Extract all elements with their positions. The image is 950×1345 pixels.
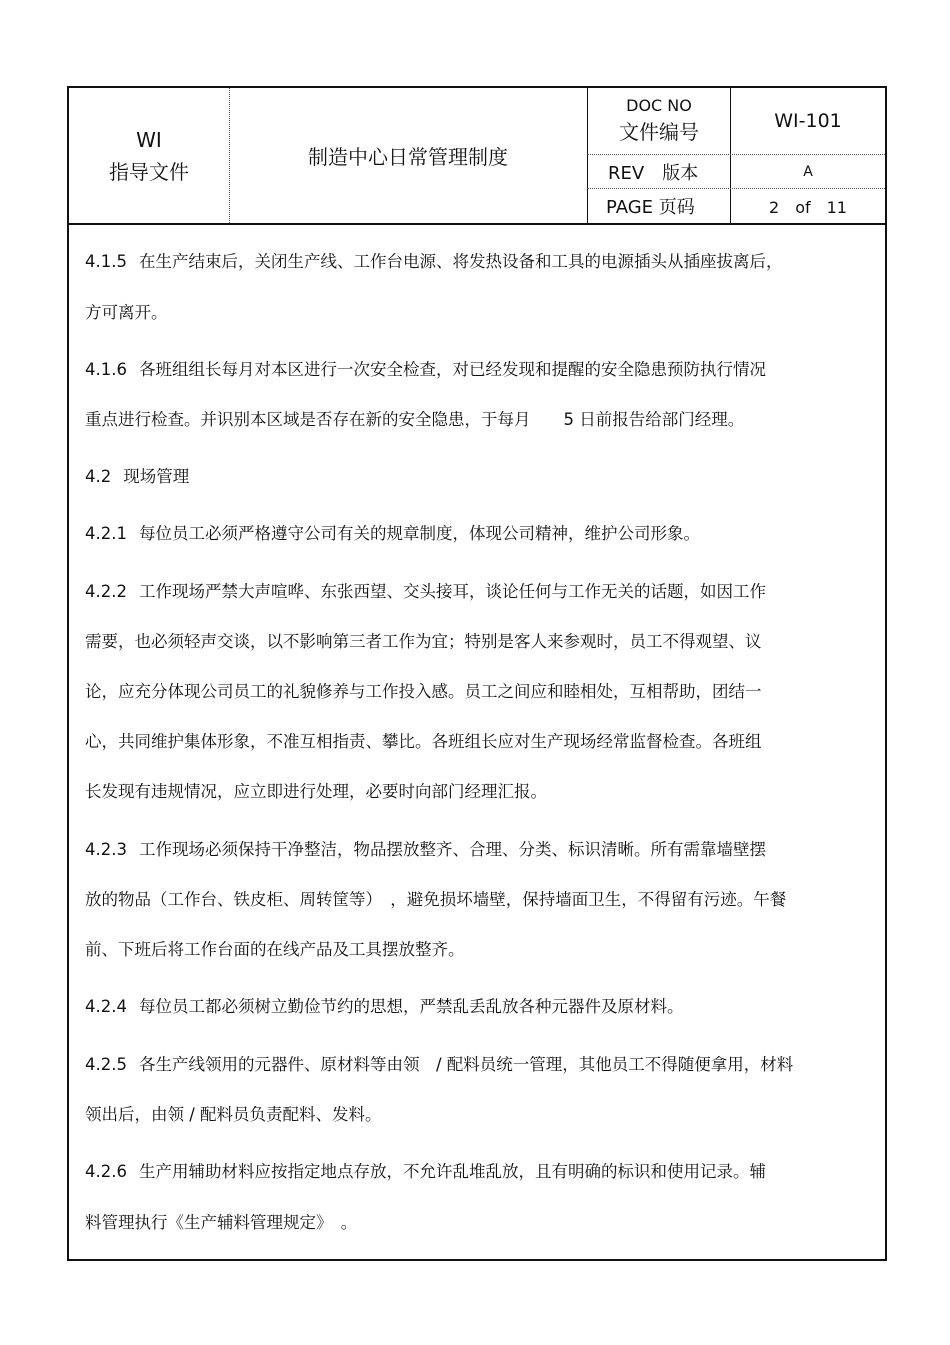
document-header	[69, 88, 885, 225]
text-line: 4.2.3 工作现场必须保持干净整洁，物品摆放整齐、合理、分类、标识清晰。所有需靠墙壁摆	[85, 840, 766, 859]
text-line: 心，共同维护集体形象，不准互相指责、攀比。各班组长应对生产现场经常监督检查。各班组	[85, 732, 762, 751]
text-line: 4.2.4 每位员工都必须树立勤俭节约的思想，严禁乱丢乱放各种元器件及原材料。	[85, 997, 684, 1016]
text-line: 重点进行检查。并识别本区域是否存在新的安全隐患，于每月 5 日前报告给部门经理。	[85, 410, 745, 429]
rev-label: REV 版本	[608, 162, 699, 184]
page-label: PAGE 页码	[606, 197, 695, 218]
text-line: 4.2.2 工作现场严禁大声喧哗、东张西望、交头接耳，谈论任何与工作无关的话题，如因工作	[85, 582, 766, 601]
text-line: 方可离开。	[85, 303, 168, 322]
text-line: 4.2.1 每位员工必须严格遵守公司有关的规章制度，体现公司精神，维护公司形象。	[85, 524, 700, 543]
text-line: 4.1.6 各班组组长每月对本区进行一次安全检查，对已经发现和提醒的安全隐患预防执行情况	[85, 360, 766, 379]
text-line: 论，应充分体现公司员工的礼貌修养与工作投入感。员工之间应和睦相处，互相帮助，团结一	[85, 682, 762, 701]
document-title: 制造中心日常管理制度	[308, 145, 508, 169]
page-number: 2 of 11	[769, 197, 847, 217]
text-line: 4.2.5 各生产线领用的元器件、原材料等由领 / 配料员统一管理，其他员工不得随便拿用，材料	[85, 1055, 794, 1074]
text-line: 前、下班后将工作台面的在线产品及工具摆放整齐。	[85, 940, 465, 959]
text-line: 4.2.6 生产用辅助材料应按指定地点存放，不允许乱堆乱放，且有明确的标识和使用记录。辅	[85, 1162, 766, 1181]
docno-label	[588, 88, 730, 154]
document-frame	[67, 86, 887, 1261]
wi-code: WI	[136, 127, 162, 152]
text-line: 料管理执行《生产辅料管理规定》 。	[85, 1213, 358, 1232]
text-line: 4.1.5 在生产结束后，关闭生产线、工作台电源、将发热设备和工具的电源插头从插座拔离后，	[85, 252, 783, 271]
docno-value: WI-101	[774, 110, 842, 132]
docno-label-en: DOC NO	[626, 96, 692, 115]
text-line: 需要，也必须轻声交谈，以不影响第三者工作为宜；特别是客人来参观时，员工不得观望、议	[85, 632, 762, 651]
rev-value: A	[803, 163, 813, 180]
section-heading: 4.2 现场管理	[85, 467, 190, 486]
text-line: 放的物品（工作台、铁皮柜、周转筐等） ，避免损坏墙壁，保持墙面卫生，不得留有污迹。午餐	[85, 890, 787, 909]
wi-label: 指导文件	[109, 159, 189, 184]
text-line: 长发现有违规情况，应立即进行处理，必要时向部门经理汇报。	[85, 782, 547, 801]
text-line: 领出后，由领 / 配料员负责配料、发料。	[85, 1105, 382, 1124]
wi-cell	[69, 88, 229, 223]
docno-label-zh: 文件编号	[619, 120, 699, 144]
